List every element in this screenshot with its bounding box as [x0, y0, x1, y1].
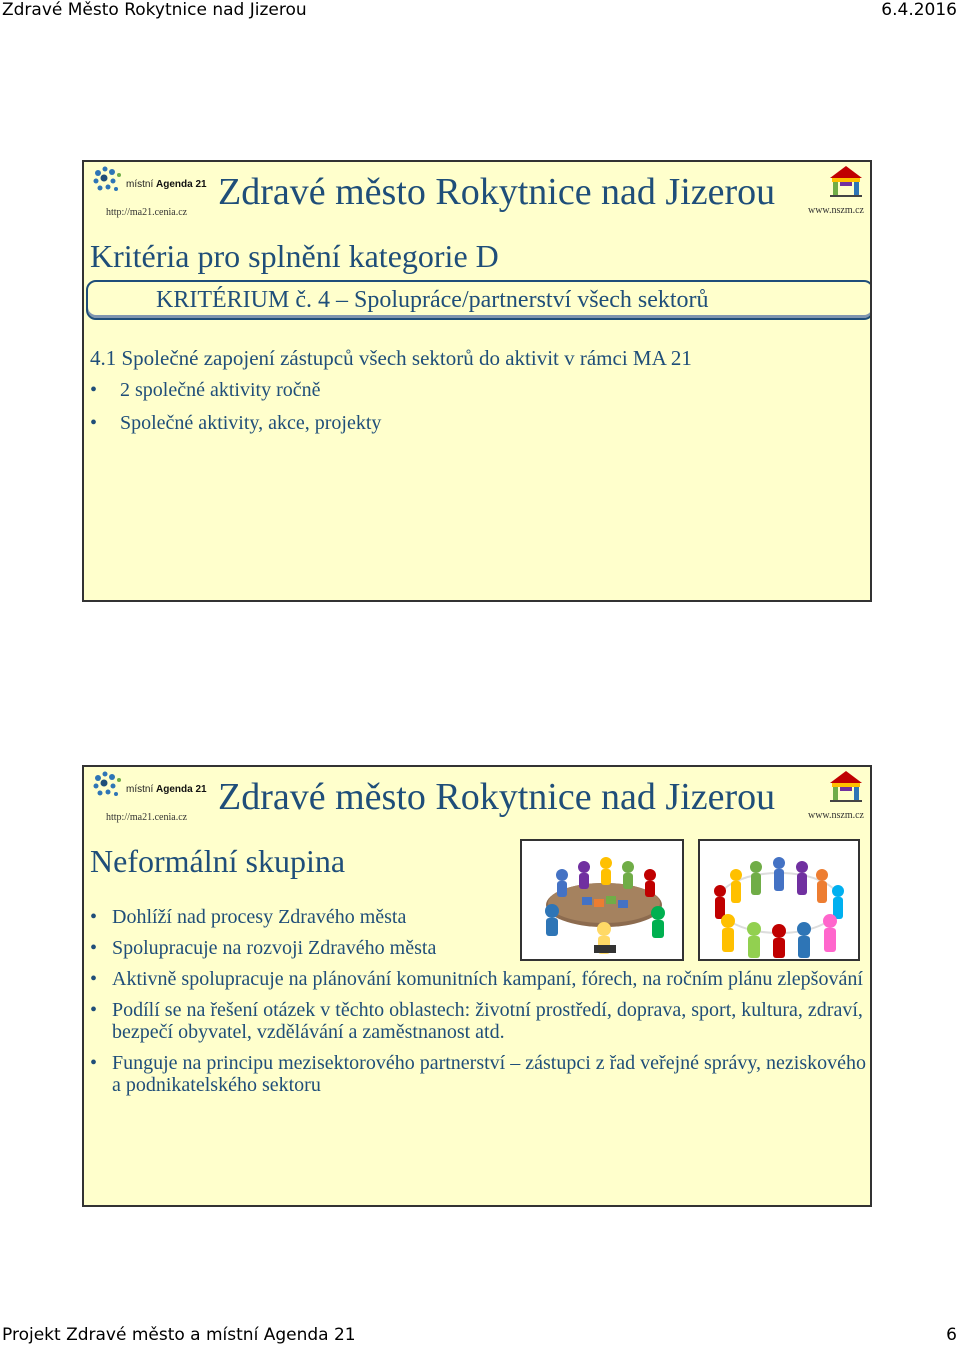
ma21-url: http://ma21.cenia.cz: [106, 207, 188, 218]
ma21-logo-icon: [90, 164, 124, 198]
ma21-logo-suffix: Agenda 21: [156, 179, 207, 190]
ma21-logo-prefix: místní: [126, 784, 154, 795]
slide-header-title: Zdravé město Rokytnice nad Jizerou: [218, 776, 776, 818]
sub-heading: 4.1 Společné zapojení zástupců všech sektorů do aktivit v rámci MA 21: [90, 346, 692, 370]
footer-title: Projekt Zdravé město a místní Agenda 21: [2, 1325, 356, 1345]
nszm-logo-icon: [828, 769, 864, 803]
list-item: • Dohlíží nad procesy Zdravého města: [90, 906, 866, 928]
list-item: • Podílí se na řešení otázek v těchto oblastech: životní prostředí, doprava, sport, kultura, zdraví, bezpečí obyvatel, vzdělávání a zaměstnanost atd.: [90, 999, 866, 1043]
slide-header-title: Zdravé město Rokytnice nad Jizerou: [218, 171, 776, 213]
ma21-logo-suffix: Agenda 21: [156, 784, 207, 795]
slide-2: [82, 765, 872, 1207]
slide-heading: Neformální skupina: [90, 843, 346, 879]
header-title: Zdravé Město Rokytnice nad Jizerou: [2, 0, 307, 20]
bullet-list: [90, 380, 381, 446]
page-footer: [0, 1325, 960, 1349]
nszm-url: www.nszm.cz: [807, 810, 864, 821]
ma21-url: http://ma21.cenia.cz: [106, 812, 188, 823]
list-item: • Aktivně spolupracuje na plánování komunitních kampaní, fórech, na ročním plánu zlepšování: [90, 968, 866, 990]
header-date: 6.4.2016: [881, 0, 957, 20]
list-item: • 2 společné aktivity ročně: [90, 380, 381, 400]
ma21-logo: [90, 164, 212, 204]
page-header: [0, 0, 960, 24]
nszm-url: www.nszm.cz: [807, 205, 864, 216]
list-item: • Funguje na principu mezisektorového partnerství – zástupci z řad veřejné správy, neziskového a podnikatelského sektoru: [90, 1052, 866, 1096]
slide-1: [82, 160, 872, 602]
ma21-logo: [90, 769, 212, 809]
ma21-logo-prefix: místní: [126, 179, 154, 190]
list-item: • Společné aktivity, akce, projekty: [90, 413, 381, 433]
criterion-text: KRITÉRIUM č. 4 – Spolupráce/partnerství všech sektorů: [156, 287, 709, 313]
bullet-list: [90, 906, 866, 1105]
ma21-logo-icon: [90, 769, 124, 803]
slide-heading: Kritéria pro splnění kategorie D: [90, 238, 499, 274]
criterion-box: [86, 280, 872, 320]
list-item: • Spolupracuje na rozvoji Zdravého města: [90, 937, 866, 959]
nszm-logo-icon: [828, 164, 864, 198]
page-number: 6: [946, 1325, 957, 1345]
